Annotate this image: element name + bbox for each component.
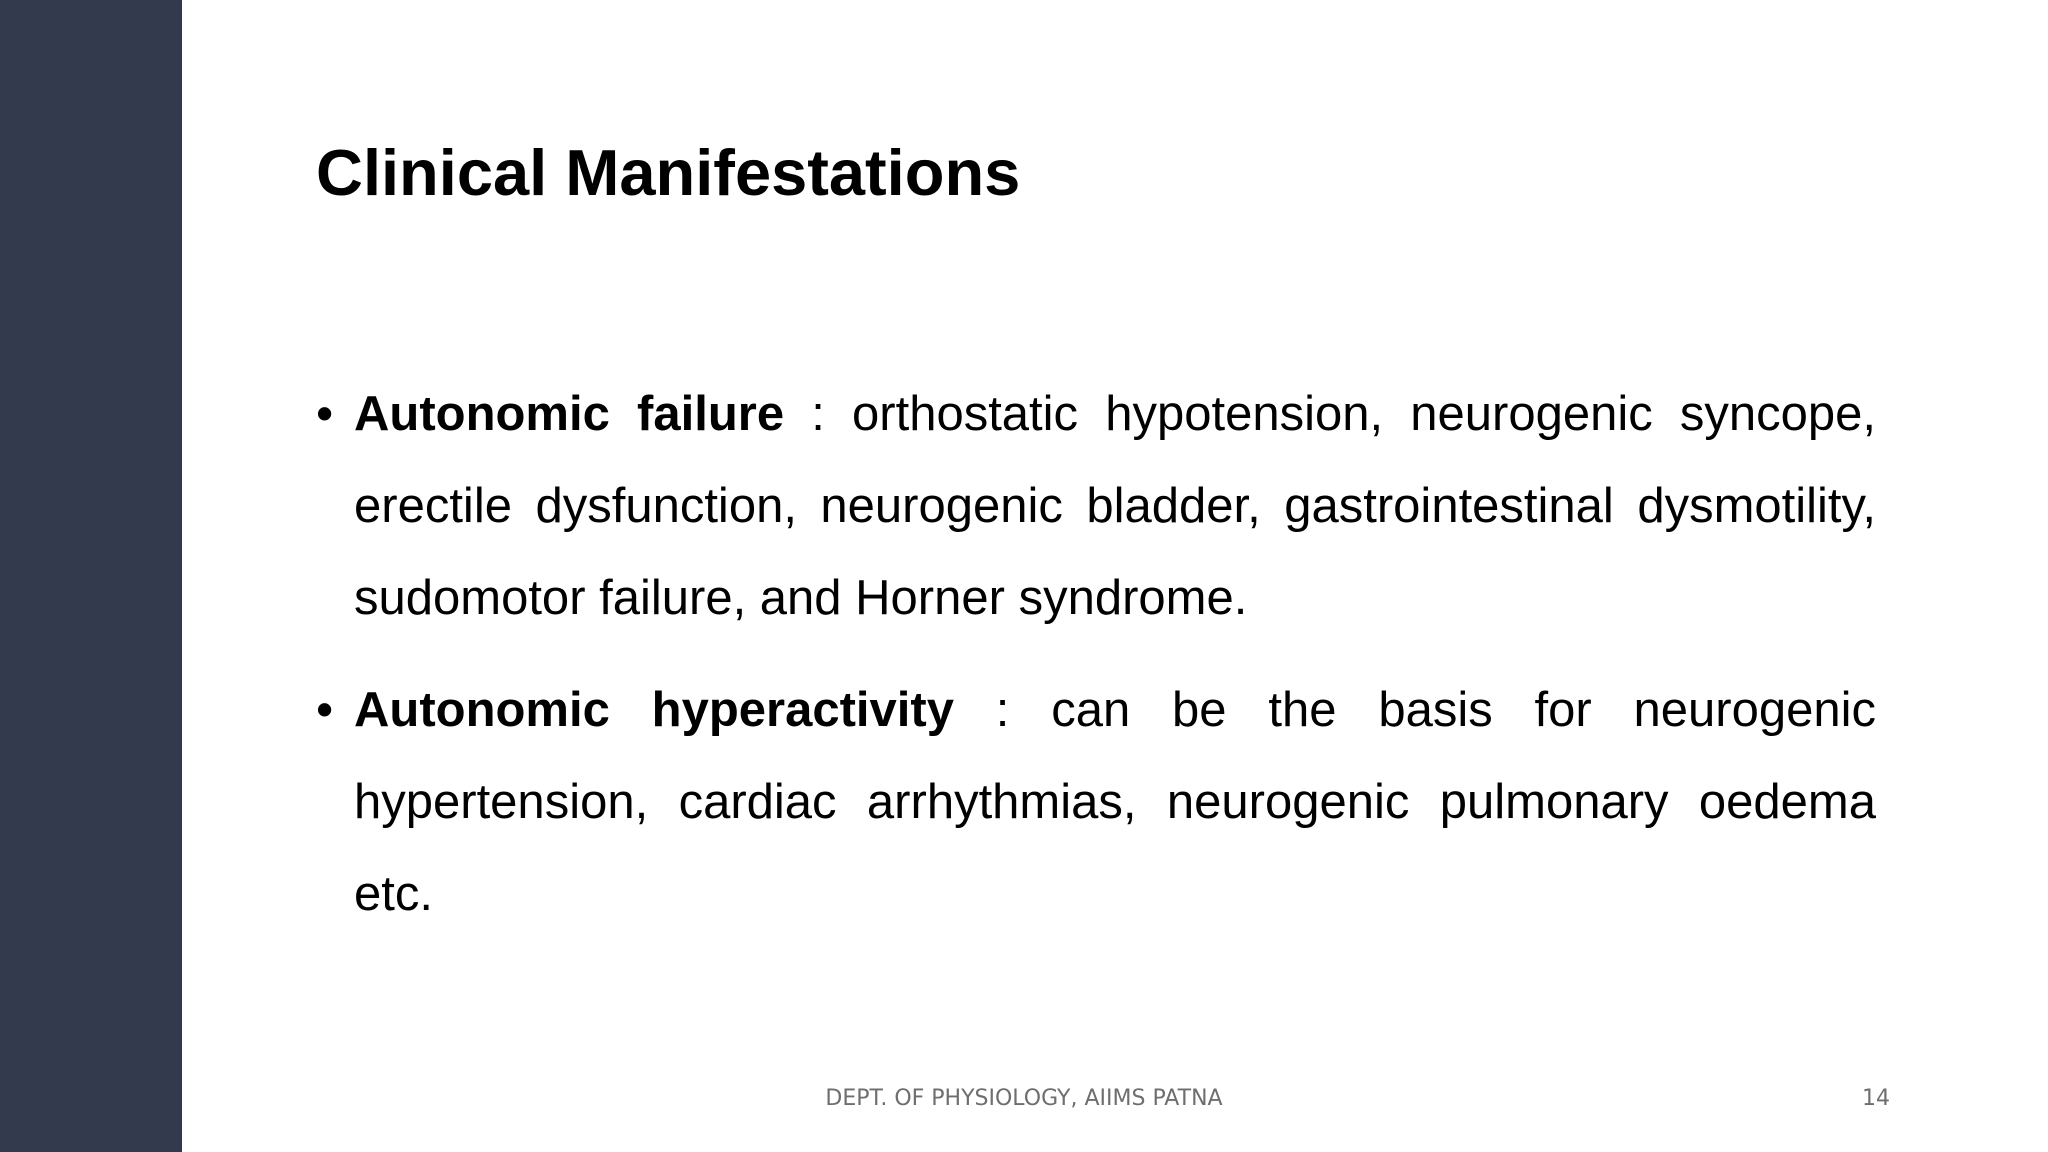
sidebar-accent-bar: [0, 0, 182, 1152]
bullet-autonomic-hyperactivity: [316, 664, 1876, 940]
bullet-term: Autonomic failure: [354, 387, 785, 441]
slide-title: Clinical Manifestations: [316, 136, 1021, 209]
bullet-dot-icon: •: [316, 387, 334, 441]
slide-footer: DEPT. OF PHYSIOLOGY, AIIMS PATNA: [825, 1086, 1223, 1111]
page-number: 14: [1862, 1086, 1890, 1111]
bullet-term: Autonomic hyperactivity: [354, 683, 954, 737]
bullet-text: : orthostatic hypotension, neurogenic syncope, erectile dysfunction, neurogenic bladder, gastrointestinal dysmotility, sudomotor failure, and Horner syndrome.: [354, 387, 1876, 625]
bullet-list: [316, 368, 1876, 960]
bullet-dot-icon: •: [316, 683, 334, 737]
bullet-autonomic-failure: [316, 368, 1876, 644]
bullet-text: : can be the basis for neurogenic hypertension, cardiac arrhythmias, neurogenic pulmonary oedema etc.: [354, 683, 1876, 921]
